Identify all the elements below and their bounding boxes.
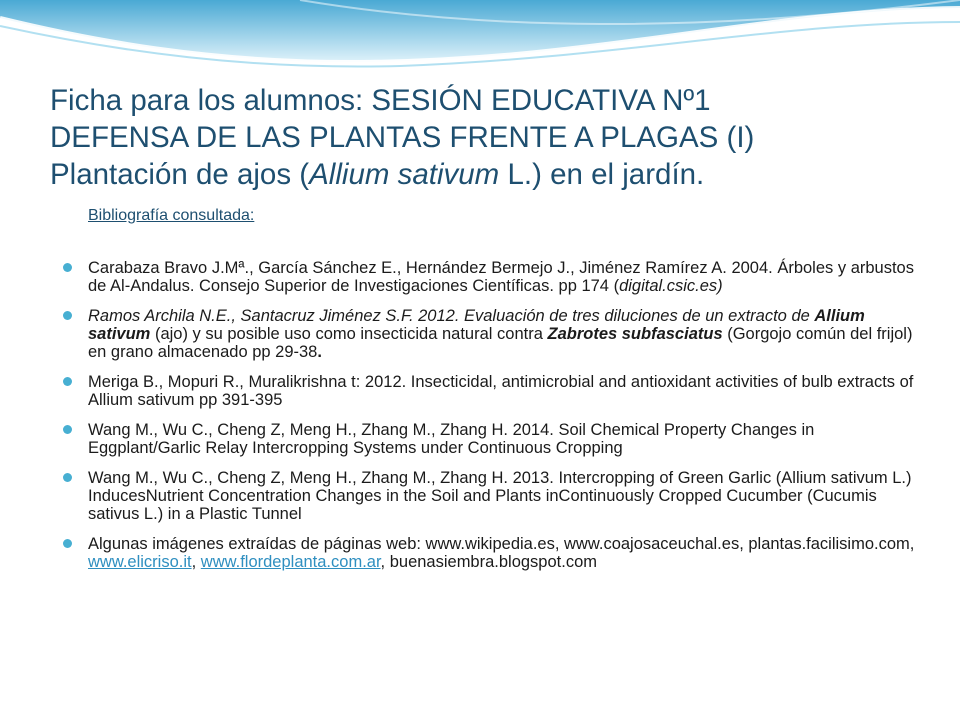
title-line-2 (50, 119, 930, 156)
reference-text (88, 469, 912, 523)
reference-text (88, 373, 913, 409)
reference-text (88, 421, 814, 457)
reference-list (88, 259, 918, 583)
text-run: , buenasiembra.blogspot.com (380, 553, 598, 571)
text-run: Ficha para los alumnos: SESIÓN EDUCATIVA Nº1 (50, 84, 711, 117)
reference-link[interactable]: www.flordeplanta.com.ar (200, 553, 381, 571)
header-wave-decoration (0, 0, 960, 80)
reference-item (88, 421, 918, 457)
bullet-icon (63, 377, 72, 386)
text-run: Wang M., Wu C., Cheng Z, Meng H., Zhang M., Zhang H. 2014. Soil Chemical Property Changes in Eggplant/Garlic Relay Intercropping Systems under Continuous Cropping (88, 421, 815, 457)
text-run: Ramos Archila N.E., Santacruz Jiménez S.F. 2012. Evaluación de tres diluciones de un extracto de (88, 307, 815, 325)
reference-item (88, 373, 918, 409)
title-line-3 (50, 156, 930, 193)
text-run: (ajo) y su posible uso como insecticida natural contra (150, 325, 548, 343)
bullet-icon (63, 263, 72, 272)
reference-text (88, 307, 912, 361)
reference-link[interactable]: www.elicriso.it (88, 553, 192, 571)
text-run: L.) en el jardín. (499, 158, 705, 191)
text-run: Wang M., Wu C., Cheng Z, Meng H., Zhang M., Zhang H. 2013. Intercropping of Green Garlic (Allium sativum L.) InducesNutrient Concentration Changes in the Soil and Plants inContinuously Cropped Cucumber (Cucumis sativus L.) in a Plastic Tunnel (88, 469, 912, 523)
slide-title (50, 82, 930, 193)
bibliography-heading: Bibliografía consultada: (88, 207, 255, 224)
reference-text (88, 535, 914, 571)
text-run: Meriga B., Mopuri R., Muralikrishna t: 2012. Insecticidal, antimicrobial and antioxidant activities of bulb extracts of Allium sativum pp 391-395 (88, 373, 914, 409)
bullet-icon (63, 425, 72, 434)
bullet-icon (63, 311, 72, 320)
text-run: . (317, 343, 322, 361)
text-run: Carabaza Bravo J.Mª., García Sánchez E., Hernández Bermejo J., Jiménez Ramírez A. 2004. Árboles y arbustos de Al-Andalus. Consejo Superior de Investigaciones Científicas. pp 174 ( (88, 259, 914, 295)
title-line-1 (50, 82, 930, 119)
text-run: Allium sativum (309, 158, 500, 191)
text-run: , (191, 553, 201, 571)
reference-item (88, 307, 918, 361)
reference-item (88, 259, 918, 295)
text-run: Algunas imágenes extraídas de páginas web: www.wikipedia.es, www.coajosaceuchal.es, plantas.facilisimo.com, (88, 535, 915, 553)
bullet-icon (63, 539, 72, 548)
bullet-icon (63, 473, 72, 482)
reference-text (88, 259, 914, 295)
text-run: Plantación de ajos ( (50, 158, 310, 191)
text-run: Allium sativum (88, 307, 865, 343)
text-run: DEFENSA DE LAS PLANTAS FRENTE A PLAGAS (I) (50, 121, 755, 154)
text-run: Zabrotes subfasciatus (547, 325, 723, 343)
text-run: (Gorgojo común del frijol) en grano almacenado pp 29-38 (88, 325, 913, 361)
reference-item (88, 469, 918, 523)
reference-item (88, 535, 918, 571)
text-run: digital.csic.es) (619, 277, 723, 295)
